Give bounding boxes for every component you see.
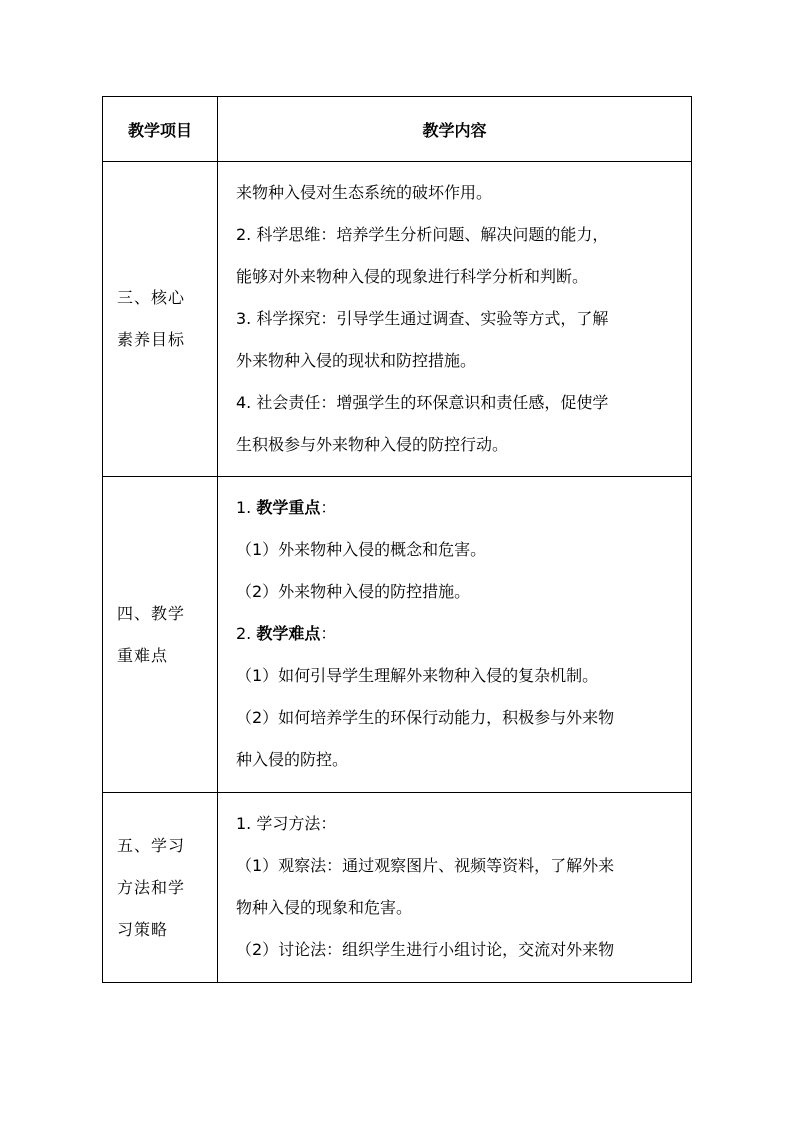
content-line: 4. 社会责任：增强学生的环保意识和责任感，促使学 (236, 393, 609, 412)
content-line: 3. 科学探究：引导学生通过调查、实验等方式，了解 (236, 309, 609, 328)
content-cell-learning-methods (218, 793, 692, 983)
content-line: 物种入侵的现象和危害。 (236, 898, 413, 917)
content-cell-core-literacy (218, 162, 692, 477)
item-label-line: 习策略 (117, 919, 169, 939)
content-line: 种入侵的防控。 (236, 750, 349, 769)
content-line: （2）如何培养学生的环保行动能力，积极参与外来物 (236, 708, 615, 727)
table-header-row (103, 97, 692, 162)
content-line: （1）观察法：通过观察图片、视频等资料，了解外来 (236, 856, 615, 875)
heading-number: 2. (236, 624, 257, 643)
content-line: （1）外来物种入侵的概念和危害。 (236, 540, 487, 559)
item-label-line: 五、学习 (117, 835, 186, 855)
table-row-key-difficult-points (103, 477, 692, 793)
item-label-line: 三、核心 (117, 288, 186, 307)
heading-number: 1. (236, 498, 257, 517)
content-line: 能够对外来物种入侵的现象进行科学分析和判断。 (236, 267, 589, 286)
item-label-line: 素养目标 (117, 330, 186, 349)
item-label-line: 四、教学 (117, 603, 186, 623)
header-teaching-content: 教学内容 (218, 97, 692, 162)
heading-colon: ： (320, 498, 337, 517)
content-line: （2）讨论法：组织学生进行小组讨论，交流对外来物 (236, 940, 615, 959)
key-points-heading (236, 487, 677, 529)
item-cell-key-difficult-points (103, 477, 218, 793)
content-line: （1）如何引导学生理解外来物种入侵的复杂机制。 (236, 666, 599, 685)
heading-colon: ： (320, 624, 337, 643)
item-cell-core-literacy (103, 162, 218, 477)
item-label-line: 重难点 (117, 645, 169, 665)
content-line: 来物种入侵对生态系统的破坏作用。 (236, 183, 493, 202)
content-line: 1. 学习方法： (236, 814, 337, 833)
difficult-points-label: 教学难点 (256, 624, 321, 643)
content-line: 2. 科学思维：培养学生分析问题、解决问题的能力， (236, 225, 609, 244)
lesson-plan-table (102, 96, 692, 983)
item-cell-learning-methods (103, 793, 218, 983)
content-line: 外来物种入侵的现状和防控措施。 (236, 351, 477, 370)
difficult-points-heading (236, 613, 677, 655)
content-cell-key-difficult-points (218, 477, 692, 793)
header-teaching-item: 教学项目 (103, 97, 218, 162)
table-row-learning-methods (103, 793, 692, 983)
table-row-core-literacy (103, 162, 692, 477)
content-line: 生积极参与外来物种入侵的防控行动。 (236, 435, 509, 454)
item-label-line: 方法和学 (117, 877, 186, 897)
key-points-label: 教学重点 (256, 498, 321, 517)
content-line: （2）外来物种入侵的防控措施。 (236, 582, 471, 601)
